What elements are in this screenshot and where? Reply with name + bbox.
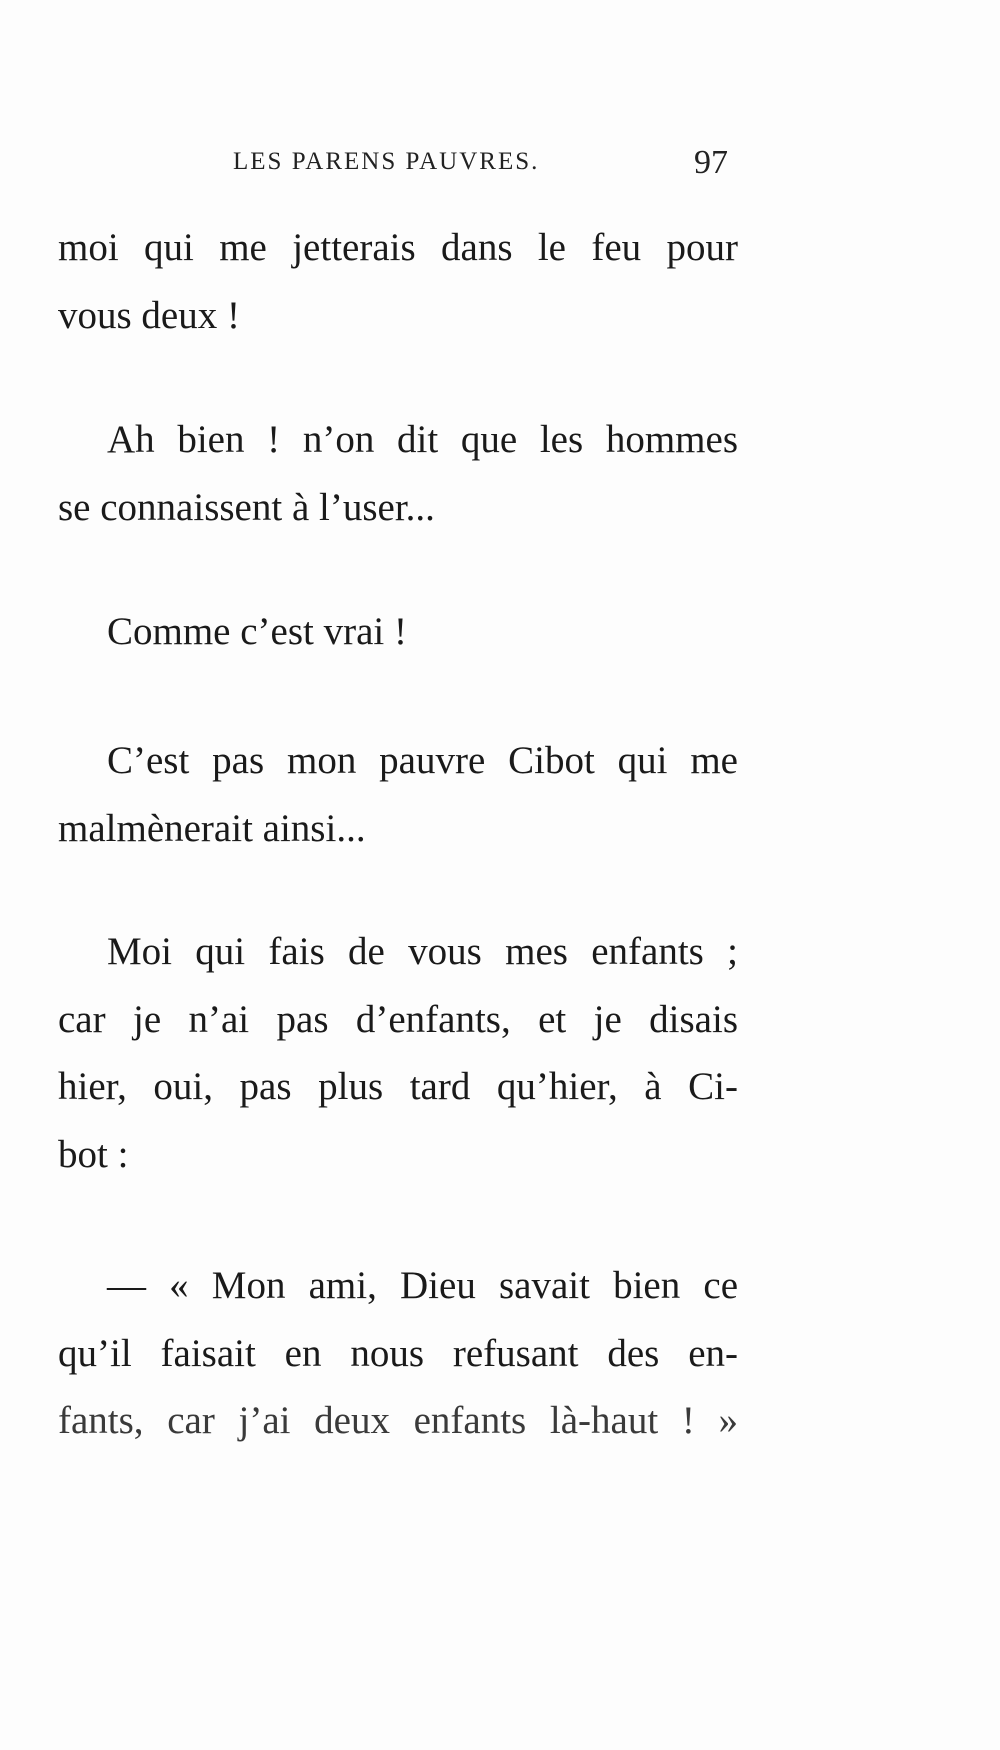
page-number: 97 <box>694 144 728 181</box>
text-line: hier, oui, pas plus tard qu’hier, à Ci- <box>58 1065 738 1108</box>
text-line: car je n’ai pas d’enfants, et je disais <box>58 998 738 1041</box>
text-line: C’est pas mon pauvre Cibot qui me <box>107 739 738 782</box>
text-line: vous deux ! <box>58 294 240 337</box>
text-line: Moi qui fais de vous mes enfants ; <box>107 930 738 973</box>
text-line: malmènerait ainsi... <box>58 807 366 850</box>
text-line: qu’il faisait en nous refusant des en- <box>58 1332 738 1375</box>
text-line: Comme c’est vrai ! <box>107 610 407 653</box>
text-line: se connaissent à l’user... <box>58 486 435 529</box>
text-line: bot : <box>58 1133 129 1176</box>
text-line: — « Mon ami, Dieu savait bien ce <box>107 1264 738 1307</box>
text-line: fants, car j’ai deux enfants là-haut ! » <box>58 1399 738 1442</box>
running-title: LES PARENS PAUVRES. <box>233 148 540 175</box>
text-line: Ah bien ! n’on dit que les hommes <box>107 418 738 461</box>
text-line: moi qui me jetterais dans le feu pour <box>58 226 738 269</box>
